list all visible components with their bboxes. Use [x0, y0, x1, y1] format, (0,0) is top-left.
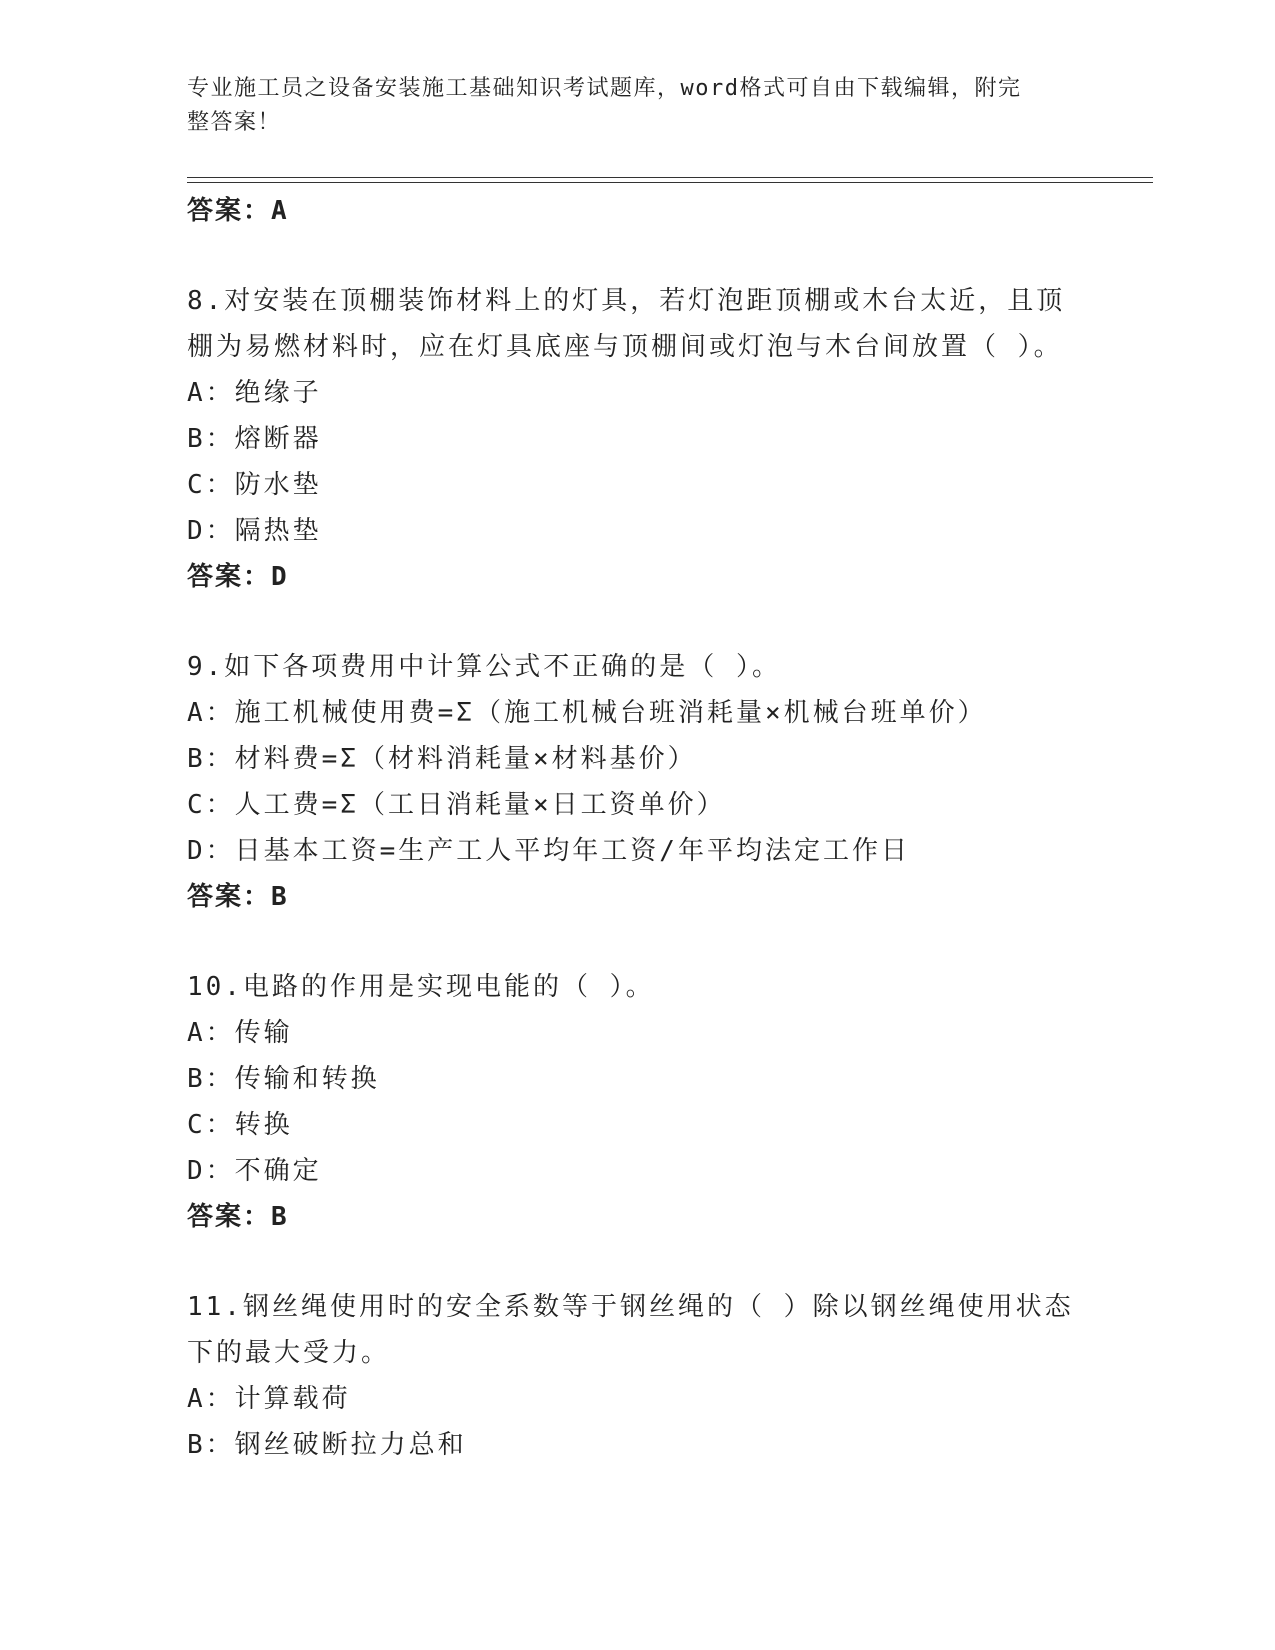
option-b: B：钢丝破断拉力总和: [187, 1430, 467, 1460]
option-b: B：熔断器: [187, 424, 322, 454]
question-9: [187, 644, 1087, 920]
question-text-line: 下的最大受力。: [187, 1338, 391, 1368]
option-b: B：材料费=Σ（材料消耗量×材料基价）: [187, 744, 697, 774]
option-b: B：传输和转换: [187, 1064, 380, 1094]
spacer: [187, 600, 1087, 644]
header-line-1: 专业施工员之设备安装施工基础知识考试题库，word格式可自由下载编辑，附完: [187, 76, 1022, 101]
option-d: D：不确定: [187, 1156, 322, 1186]
spacer: [187, 234, 1087, 278]
option-d: D：隔热垫: [187, 516, 322, 546]
previous-answer: 答案：A: [187, 196, 289, 226]
option-a: A：计算载荷: [187, 1384, 351, 1414]
option-a: A：传输: [187, 1018, 293, 1048]
page-header: [187, 72, 1067, 140]
question-11: [187, 1284, 1087, 1468]
question-10: [187, 964, 1087, 1240]
option-c: C：转换: [187, 1110, 293, 1140]
answer-label: 答案：D: [187, 562, 289, 592]
question-text-line: 11.钢丝绳使用时的安全系数等于钢丝绳的（ ）除以钢丝绳使用状态: [187, 1292, 1074, 1322]
option-c: C：人工费=Σ（工日消耗量×日工资单价）: [187, 790, 726, 820]
spacer: [187, 920, 1087, 964]
question-text-line: 8.对安装在顶棚装饰材料上的灯具，若灯泡距顶棚或木台太近，且顶: [187, 286, 1066, 316]
header-line-2: 整答案！: [187, 110, 282, 135]
answer-label: 答案：B: [187, 1202, 289, 1232]
option-a: A：施工机械使用费=Σ（施工机械台班消耗量×机械台班单价）: [187, 698, 987, 728]
option-a: A：绝缘子: [187, 378, 322, 408]
question-8: [187, 278, 1087, 600]
header-divider: [187, 177, 1153, 183]
question-text-line: 9.如下各项费用中计算公式不正确的是（ ）。: [187, 652, 781, 682]
spacer: [187, 1240, 1087, 1284]
question-text-line: 10.电路的作用是实现电能的（ ）。: [187, 972, 655, 1002]
option-c: C：防水垫: [187, 470, 322, 500]
question-list: [187, 188, 1087, 1468]
option-d: D：日基本工资=生产工人平均年工资/年平均法定工作日: [187, 836, 910, 866]
answer-label: 答案：B: [187, 882, 289, 912]
question-text-line: 棚为易燃材料时，应在灯具底座与顶棚间或灯泡与木台间放置（ ）。: [187, 332, 1063, 362]
